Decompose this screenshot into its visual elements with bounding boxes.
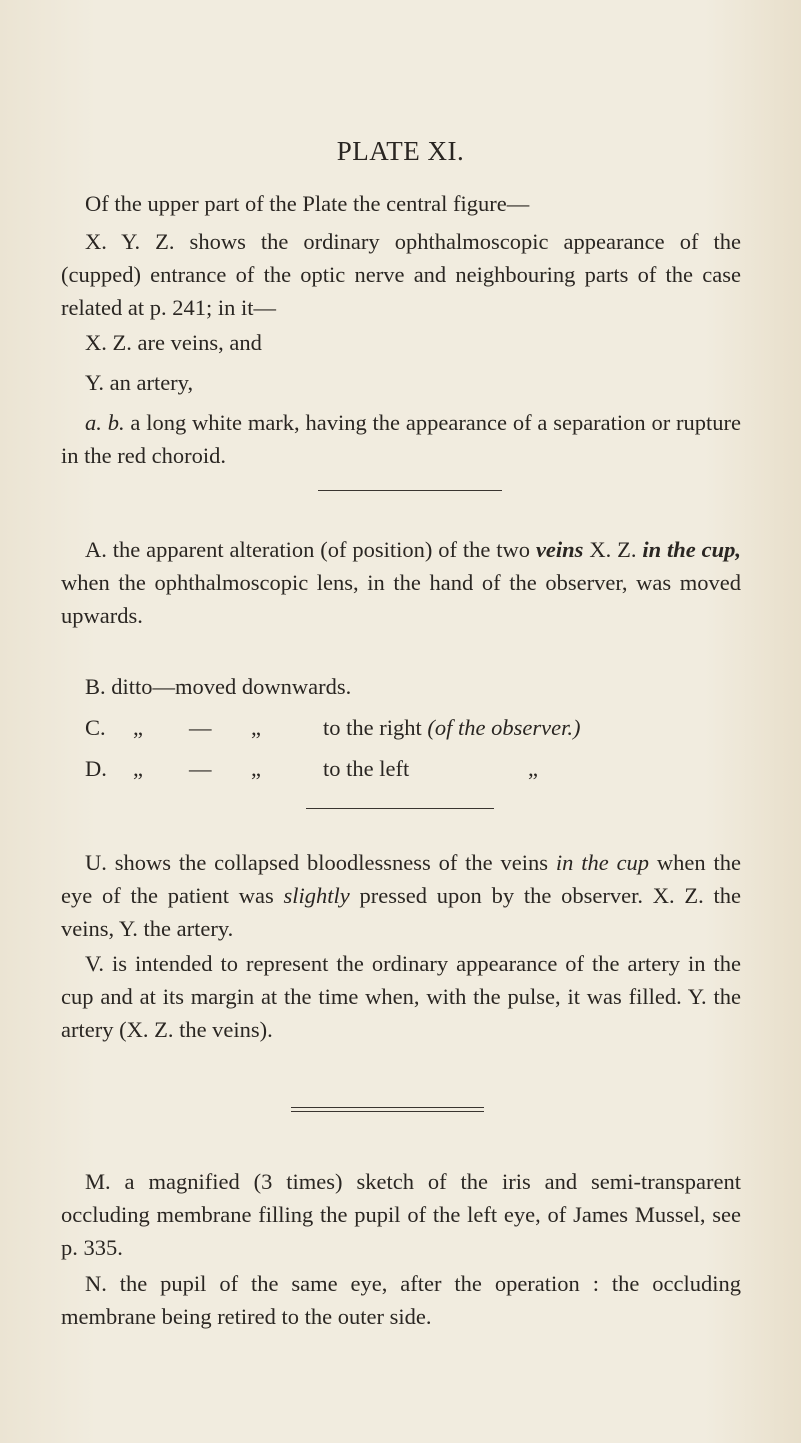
row-d-dash: — xyxy=(189,756,212,781)
paragraph-m: M. a magnified (3 times) sketch of the iris and semi-transparent occluding membrane filling the pupil of the left eye, of James Mussel, see p. 335. xyxy=(61,1169,741,1260)
text-a-1: A. the apparent alteration (of position) of the two xyxy=(85,537,536,562)
text-a-2: X. Z. xyxy=(589,537,643,562)
text-u-cup: in the cup xyxy=(555,850,650,875)
row-d-ditto-2: „ xyxy=(251,756,261,781)
divider-1 xyxy=(318,490,502,491)
text-a-3: when the ophthalmoscopic lens, in the hand of the observer, was moved upwards. xyxy=(61,570,741,628)
paragraph-b: B. ditto—moved downwards. xyxy=(85,674,352,699)
divider-2 xyxy=(306,808,494,809)
label-ab: a. b. xyxy=(85,410,125,435)
row-c-ditto-2: „ xyxy=(251,715,261,740)
paragraph-ab xyxy=(61,406,741,472)
row-c-direction: to the right xyxy=(323,715,428,740)
text-a-veins: veins xyxy=(535,537,584,562)
text-a-cup: in the cup, xyxy=(642,537,741,562)
paragraph-u xyxy=(61,846,741,945)
paragraph-n: N. the pupil of the same eye, after the operation : the occluding membrane being retired to the outer side. xyxy=(61,1271,741,1329)
row-d-ditto-1: „ xyxy=(133,756,143,781)
row-c-label: C. xyxy=(85,715,106,740)
text-u-1: U. shows the collapsed bloodlessness of the veins xyxy=(85,850,556,875)
paragraph-intro: Of the upper part of the Plate the central figure— xyxy=(85,191,530,216)
text-u-2: when the eye of the patient was xyxy=(61,850,741,908)
row-c-observer: (of the observer.) xyxy=(427,715,581,740)
page-title: PLATE XI. xyxy=(336,136,465,166)
paragraph-xyz: X. Y. Z. shows the ordinary ophthalmoscopic appearance of the (cupped) entrance of the optic nerve and neighbouring parts of the case related at p. 241; in it— xyxy=(61,229,741,320)
text-ab: a long white mark, having the appearance of a separation or rupture in the red choroid. xyxy=(61,410,742,468)
row-d-ditto-3: „ xyxy=(528,756,538,781)
paragraph-artery: Y. an artery, xyxy=(85,370,194,395)
row-d-label: D. xyxy=(85,756,107,781)
paragraph-v: V. is intended to represent the ordinary appearance of the artery in the cup and at its margin at the time when, with the pulse, it was filled. Y. the artery (X. Z. the veins). xyxy=(61,951,741,1042)
row-d-direction: to the left xyxy=(323,756,410,781)
row-c-text xyxy=(323,711,580,744)
text-u-3: pressed upon by the observer. X. Z. the veins, Y. the artery. xyxy=(61,883,741,941)
row-c-dash: — xyxy=(189,715,212,740)
divider-3 xyxy=(291,1107,484,1112)
paragraph-veins: X. Z. are veins, and xyxy=(85,330,262,355)
row-c-ditto-1: „ xyxy=(133,715,143,740)
text-u-slightly: slightly xyxy=(283,883,350,908)
paragraph-a xyxy=(61,533,741,632)
